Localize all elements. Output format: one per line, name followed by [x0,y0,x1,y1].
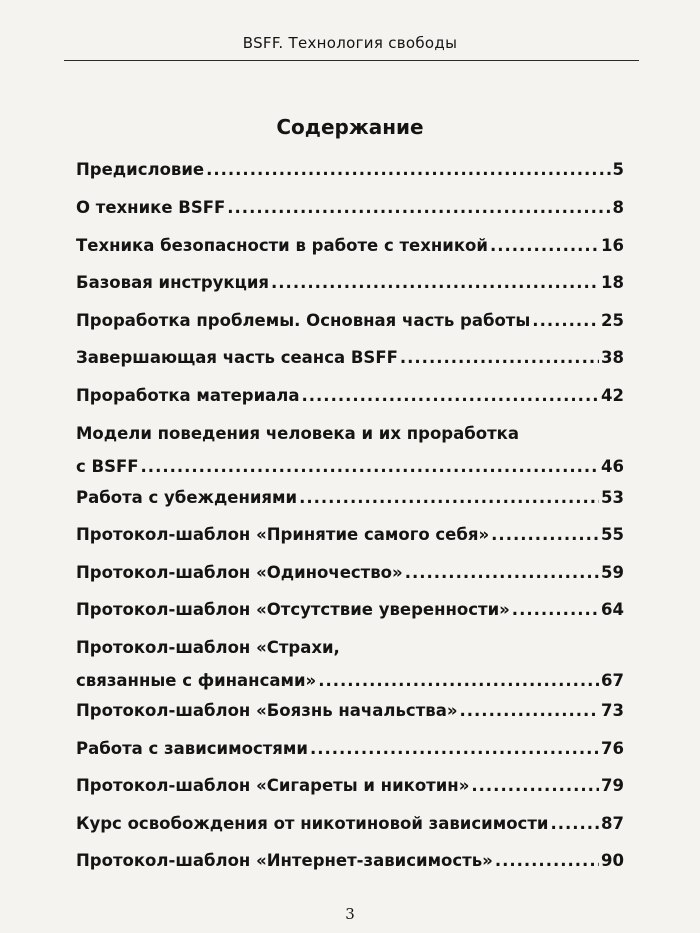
toc-entry-title: Протокол-шаблон «Сигареты и никотин» [76,776,470,795]
toc-entry-title: Работа с зависимостями [76,739,308,758]
toc-entry [76,563,624,583]
toc-entry-line [76,701,624,721]
toc-entry-title: Протокол-шаблон «Принятие самого себя» [76,525,490,544]
toc-entry-page: 18 [601,273,624,292]
toc-entry-title: Модели поведения человека и их проработка [76,424,519,443]
toc-entry [76,739,624,759]
toc-leader-dots [302,386,600,406]
toc-entry-line [76,386,624,406]
toc-leader-dots [141,457,600,477]
toc-entry [76,701,624,721]
toc-entry-title: Базовая инструкция [76,273,270,292]
toc-leader-dots [206,160,610,180]
toc-entry-title: с BSFF [76,457,139,476]
toc-entry [76,638,624,691]
toc-entry-line [76,563,624,583]
toc-entry-page: 16 [601,236,624,255]
toc-entry-title: Протокол-шаблон «Страхи, [76,638,340,657]
toc-leader-dots [471,776,599,796]
toc-entry-page: 76 [601,739,624,758]
toc-entry-page: 42 [601,386,624,405]
toc-entry-page: 64 [601,600,624,619]
toc-entry [76,236,624,256]
toc-leader-dots [318,671,599,691]
toc-entry [76,814,624,834]
toc-entry [76,311,624,331]
toc-entry-page: 5 [612,160,624,179]
toc-entry-line [76,236,624,256]
toc-leader-dots [405,563,599,583]
toc-entry-title: Предисловие [76,160,205,179]
toc-leader-dots [550,814,599,834]
toc-entry-line [76,525,624,545]
toc-entry [76,600,624,620]
toc-title: Содержание [276,115,424,139]
table-of-contents [76,0,624,900]
toc-entry-page: 59 [601,563,624,582]
toc-entry-title: Протокол-шаблон «Отсутствие уверенности» [76,600,510,619]
toc-entry-page: 73 [601,701,624,720]
toc-entry [76,488,624,508]
toc-leader-dots [495,851,599,871]
toc-entry-title: Проработка материала [76,386,300,405]
toc-leader-dots [532,311,599,331]
toc-entry-page: 46 [601,457,624,476]
toc-entry [76,198,624,218]
toc-entry-line [76,457,624,477]
toc-entry-page: 38 [601,348,624,367]
toc-entry-line [76,311,624,331]
toc-entry [76,386,624,406]
toc-entry-title: Работа с убеждениями [76,488,298,507]
toc-entry-line [76,814,624,834]
toc-entry-line [76,638,624,658]
toc-entry-page: 67 [601,671,624,690]
toc-entry [76,273,624,293]
toc-leader-dots [299,488,599,508]
toc-entry-page: 8 [612,198,624,217]
toc-entry [76,348,624,368]
toc-entry-line [76,739,624,759]
toc-leader-dots [400,348,599,368]
toc-entry-page: 55 [601,525,624,544]
toc-entry [76,776,624,796]
toc-leader-dots [460,701,600,721]
toc-entry-title: связанные с финансами» [76,671,317,690]
toc-leader-dots [310,739,599,759]
toc-entry-page: 53 [601,488,624,507]
toc-entry [76,424,624,477]
toc-entry-title: Протокол-шаблон «Интернет-зависимость» [76,851,493,870]
toc-entry-page: 90 [601,851,624,870]
toc-entry-title: Проработка проблемы. Основная часть работы [76,311,531,330]
page-number: 3 [345,905,355,923]
toc-entry-title: Протокол-шаблон «Одиночество» [76,563,403,582]
toc-leader-dots [512,600,599,620]
toc-entry-title: Завершающая часть сеанса BSFF [76,348,398,367]
toc-entry-line [76,198,624,218]
toc-entry-title: Техника безопасности в работе с техникой [76,236,488,255]
toc-entry-page: 79 [601,776,624,795]
toc-entry-line [76,776,624,796]
toc-entry-line [76,600,624,620]
toc-entry-title: Протокол-шаблон «Боязнь начальства» [76,701,458,720]
toc-entry-page: 87 [601,814,624,833]
toc-entry-line [76,348,624,368]
toc-entry [76,525,624,545]
toc-entry-title: О технике BSFF [76,198,226,217]
toc-entry-line [76,488,624,508]
running-title: BSFF. Технология свободы [242,34,458,52]
toc-leader-dots [490,236,599,256]
toc-entry-line [76,273,624,293]
toc-leader-dots [491,525,599,545]
toc-entry [76,160,624,180]
toc-entry-line [76,851,624,871]
toc-entry-line [76,671,624,691]
toc-entry [76,851,624,871]
toc-leader-dots [271,273,599,293]
toc-entry-title: Курс освобождения от никотиновой зависимости [76,814,549,833]
toc-entry-line [76,424,624,444]
toc-entry-page: 25 [601,311,624,330]
toc-entry-line [76,160,624,180]
toc-leader-dots [227,198,610,218]
